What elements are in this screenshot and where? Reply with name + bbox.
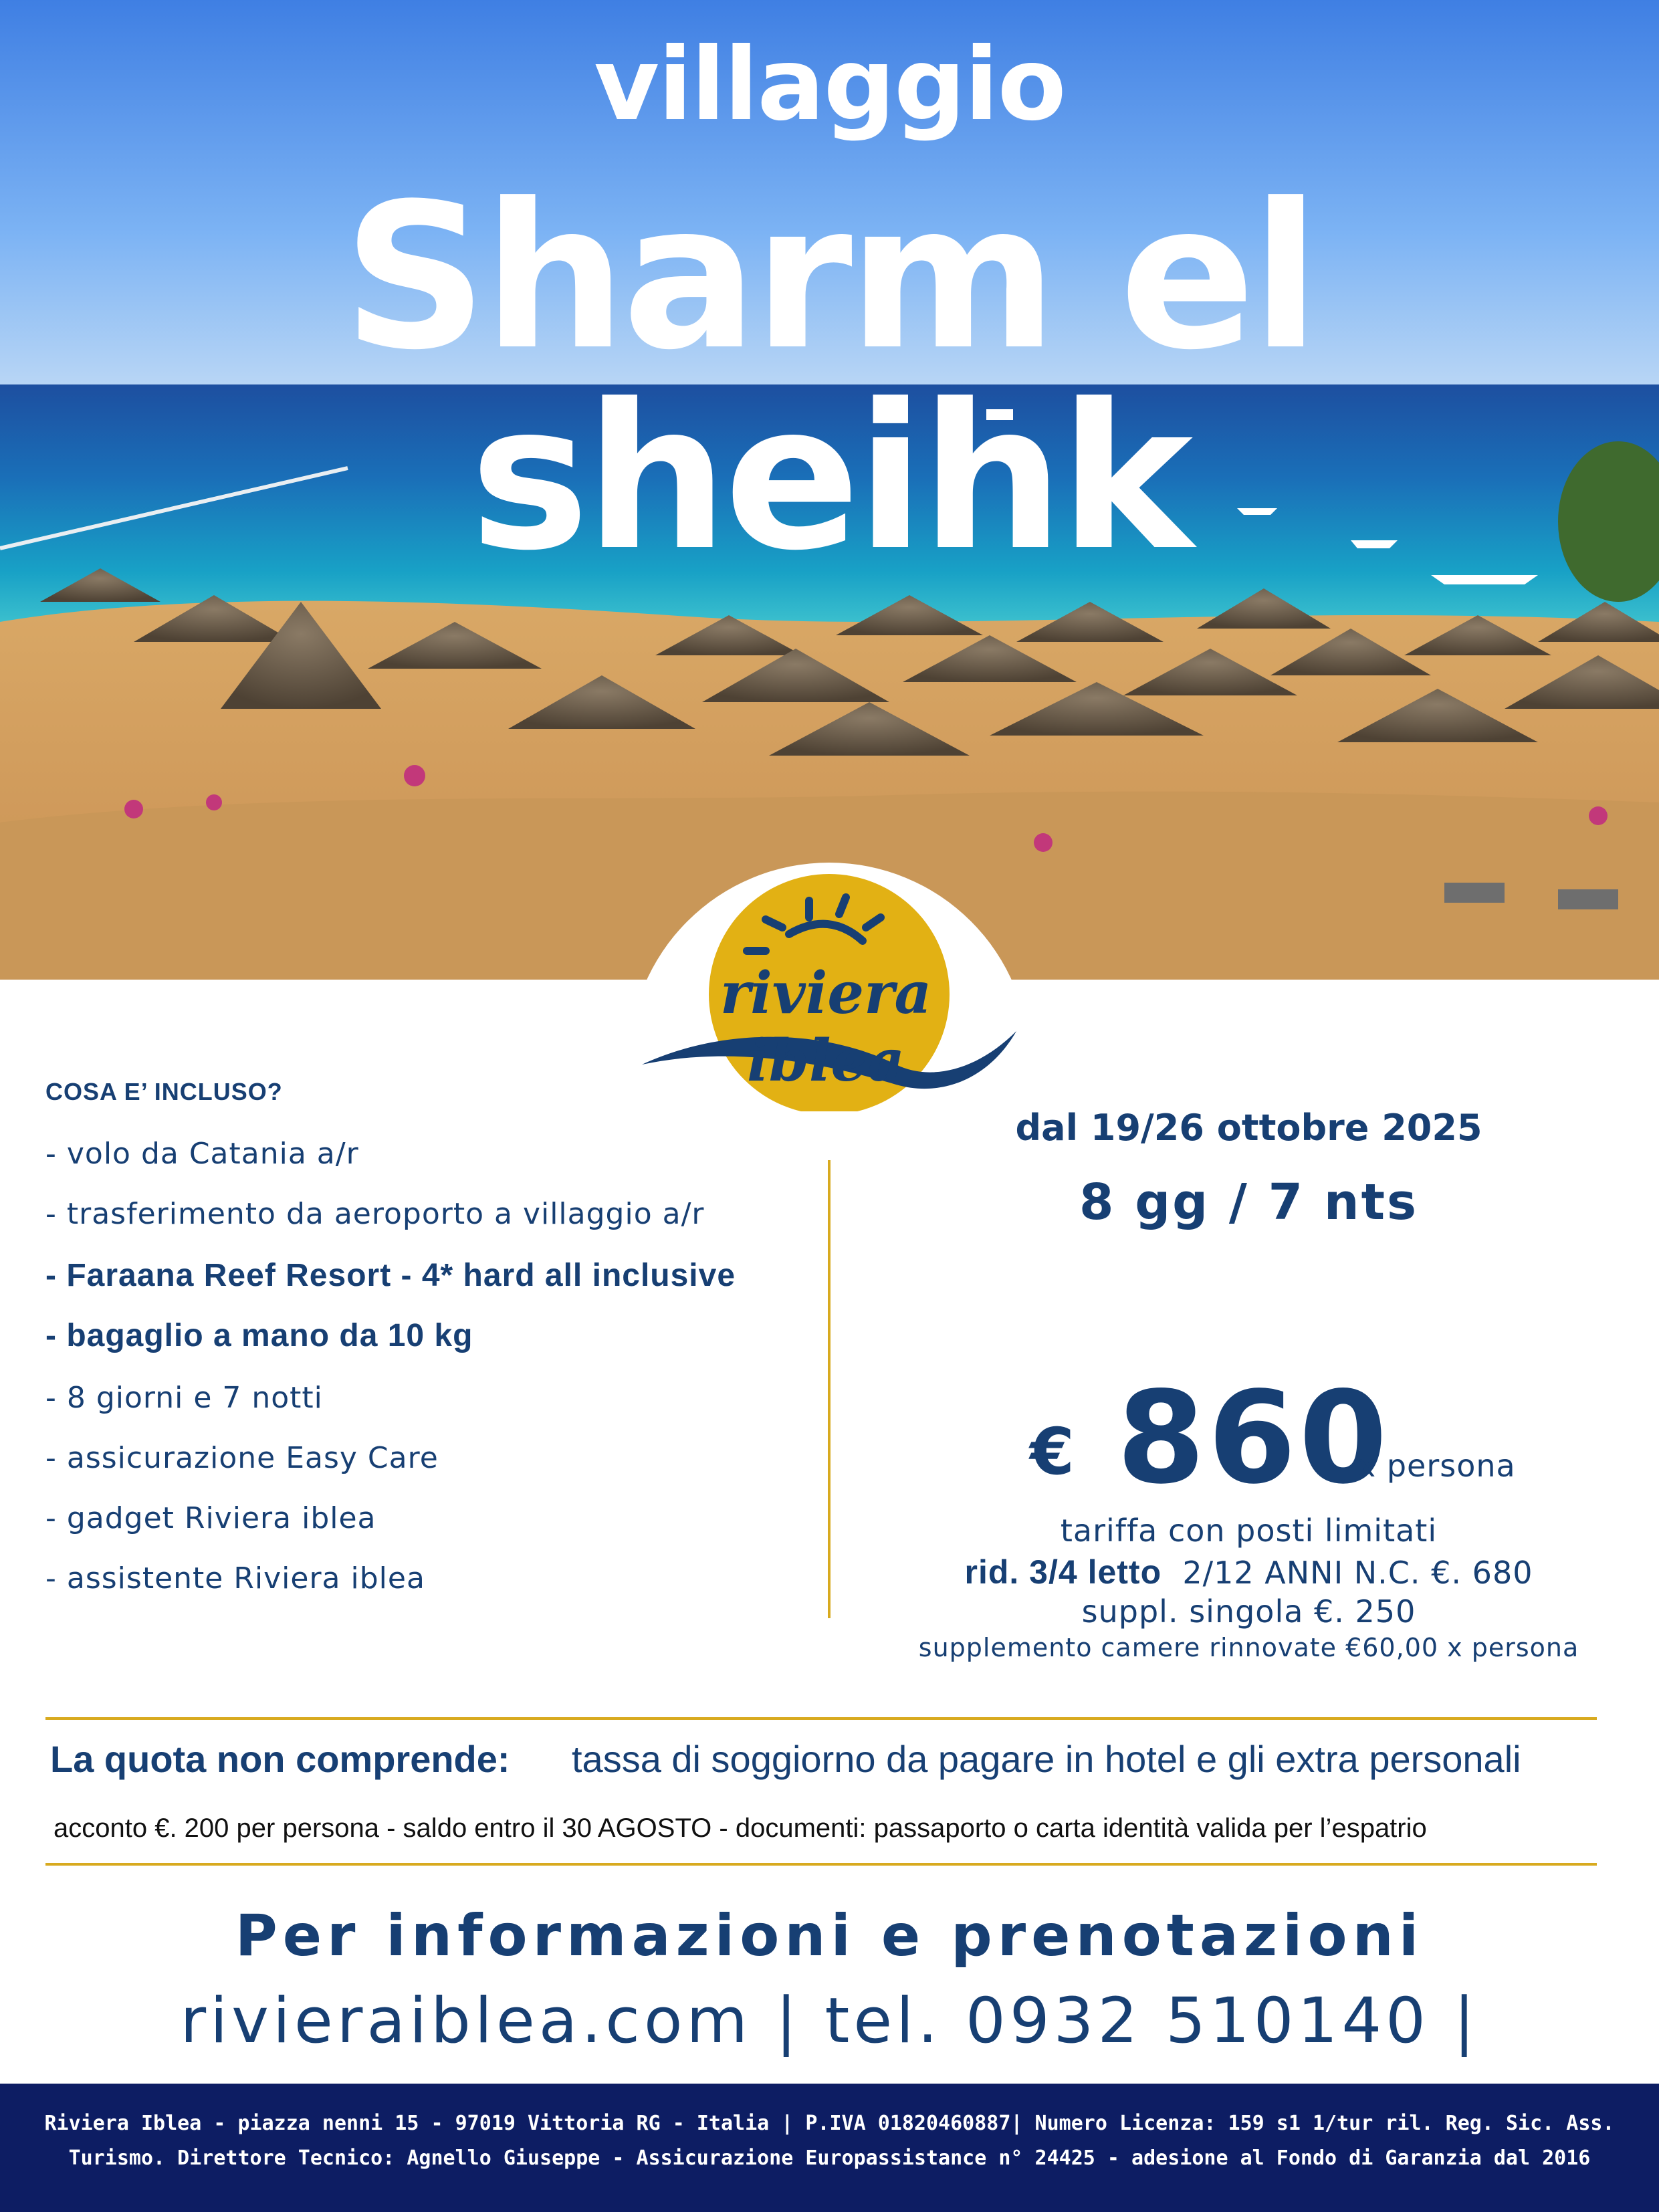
single-supplement: suppl. singola €. 250: [1081, 1593, 1416, 1630]
included-item: - gadget Riviera iblea: [45, 1501, 376, 1535]
not-included-text: tassa di soggiorno da pagare in hotel e gli extra personali: [572, 1738, 1521, 1780]
contact-line[interactable]: rivieraiblea.com | tel. 0932 510140 |: [180, 1985, 1479, 2058]
footer-line: Turismo. Direttore Tecnico: Agnello Giuseppe - Assicurazione Europassistance n° 24425 - adesione al Fondo di Garanzia dal 2016: [68, 2146, 1591, 2170]
included-item: - assistente Riviera iblea: [45, 1561, 425, 1595]
included-item-text: Faraana Reef Resort - 4* hard all inclusive: [66, 1258, 736, 1293]
price-block: [863, 1364, 1635, 1512]
travel-dates: dal 19/26 ottobre 2025: [1015, 1107, 1482, 1149]
divider-top: [45, 1717, 1597, 1720]
included-item: - volo da Catania a/r: [45, 1137, 359, 1171]
payment-terms: acconto €. 200 per persona - saldo entro il 30 AGOSTO - documenti: passaporto o carta identità valida per l’espatrio: [53, 1813, 1427, 1843]
footer-line: Riviera Iblea - piazza nenni 15 - 97019 Vittoria RG - Italia | P.IVA 01820460887| Numero Licenza: 159 s1 1/tur ril. Reg. Sic. Ass.: [44, 2112, 1615, 2135]
included-item: [45, 1257, 736, 1294]
footer: [0, 2084, 1659, 2212]
not-included-label: La quota non comprende:: [50, 1738, 510, 1780]
included-item: - bagaglio a mano da 10 kg: [45, 1318, 473, 1353]
divider-bottom: [45, 1863, 1597, 1866]
hero-photo: [0, 0, 1659, 980]
logo-text: riviera iblea: [720, 960, 932, 1095]
price-unit: x persona: [1357, 1448, 1516, 1484]
hero-title: Sharm el sheihk: [342, 160, 1317, 594]
reduction-label: rid. 3/4 letto: [964, 1553, 1162, 1591]
column-divider: [828, 1160, 831, 1618]
contact-heading: Per informazioni e prenotazioni: [235, 1902, 1424, 1969]
trip-duration: 8 gg / 7 nts: [1079, 1174, 1419, 1231]
rooms-supplement: supplemento camere rinnovate €60,00 x persona: [918, 1633, 1579, 1662]
price-amount: 860: [1117, 1364, 1390, 1512]
reduction-text: 2/12 ANNI N.C. €. 680: [1182, 1555, 1533, 1591]
included-item-prefix: -: [45, 1258, 67, 1293]
reduction-note: [863, 1553, 1635, 1591]
included-heading: COSA E’ INCLUSO?: [45, 1078, 283, 1105]
price-currency: €: [1030, 1414, 1075, 1489]
included-item: - assicurazione Easy Care: [45, 1441, 439, 1475]
hero-kicker: villaggio: [594, 27, 1065, 143]
limited-seats-note: tariffa con posti limitati: [1060, 1513, 1438, 1549]
included-item: - 8 giorni e 7 notti: [45, 1381, 323, 1415]
included-item: - trasferimento da aeroporto a villaggio a/r: [45, 1197, 705, 1231]
